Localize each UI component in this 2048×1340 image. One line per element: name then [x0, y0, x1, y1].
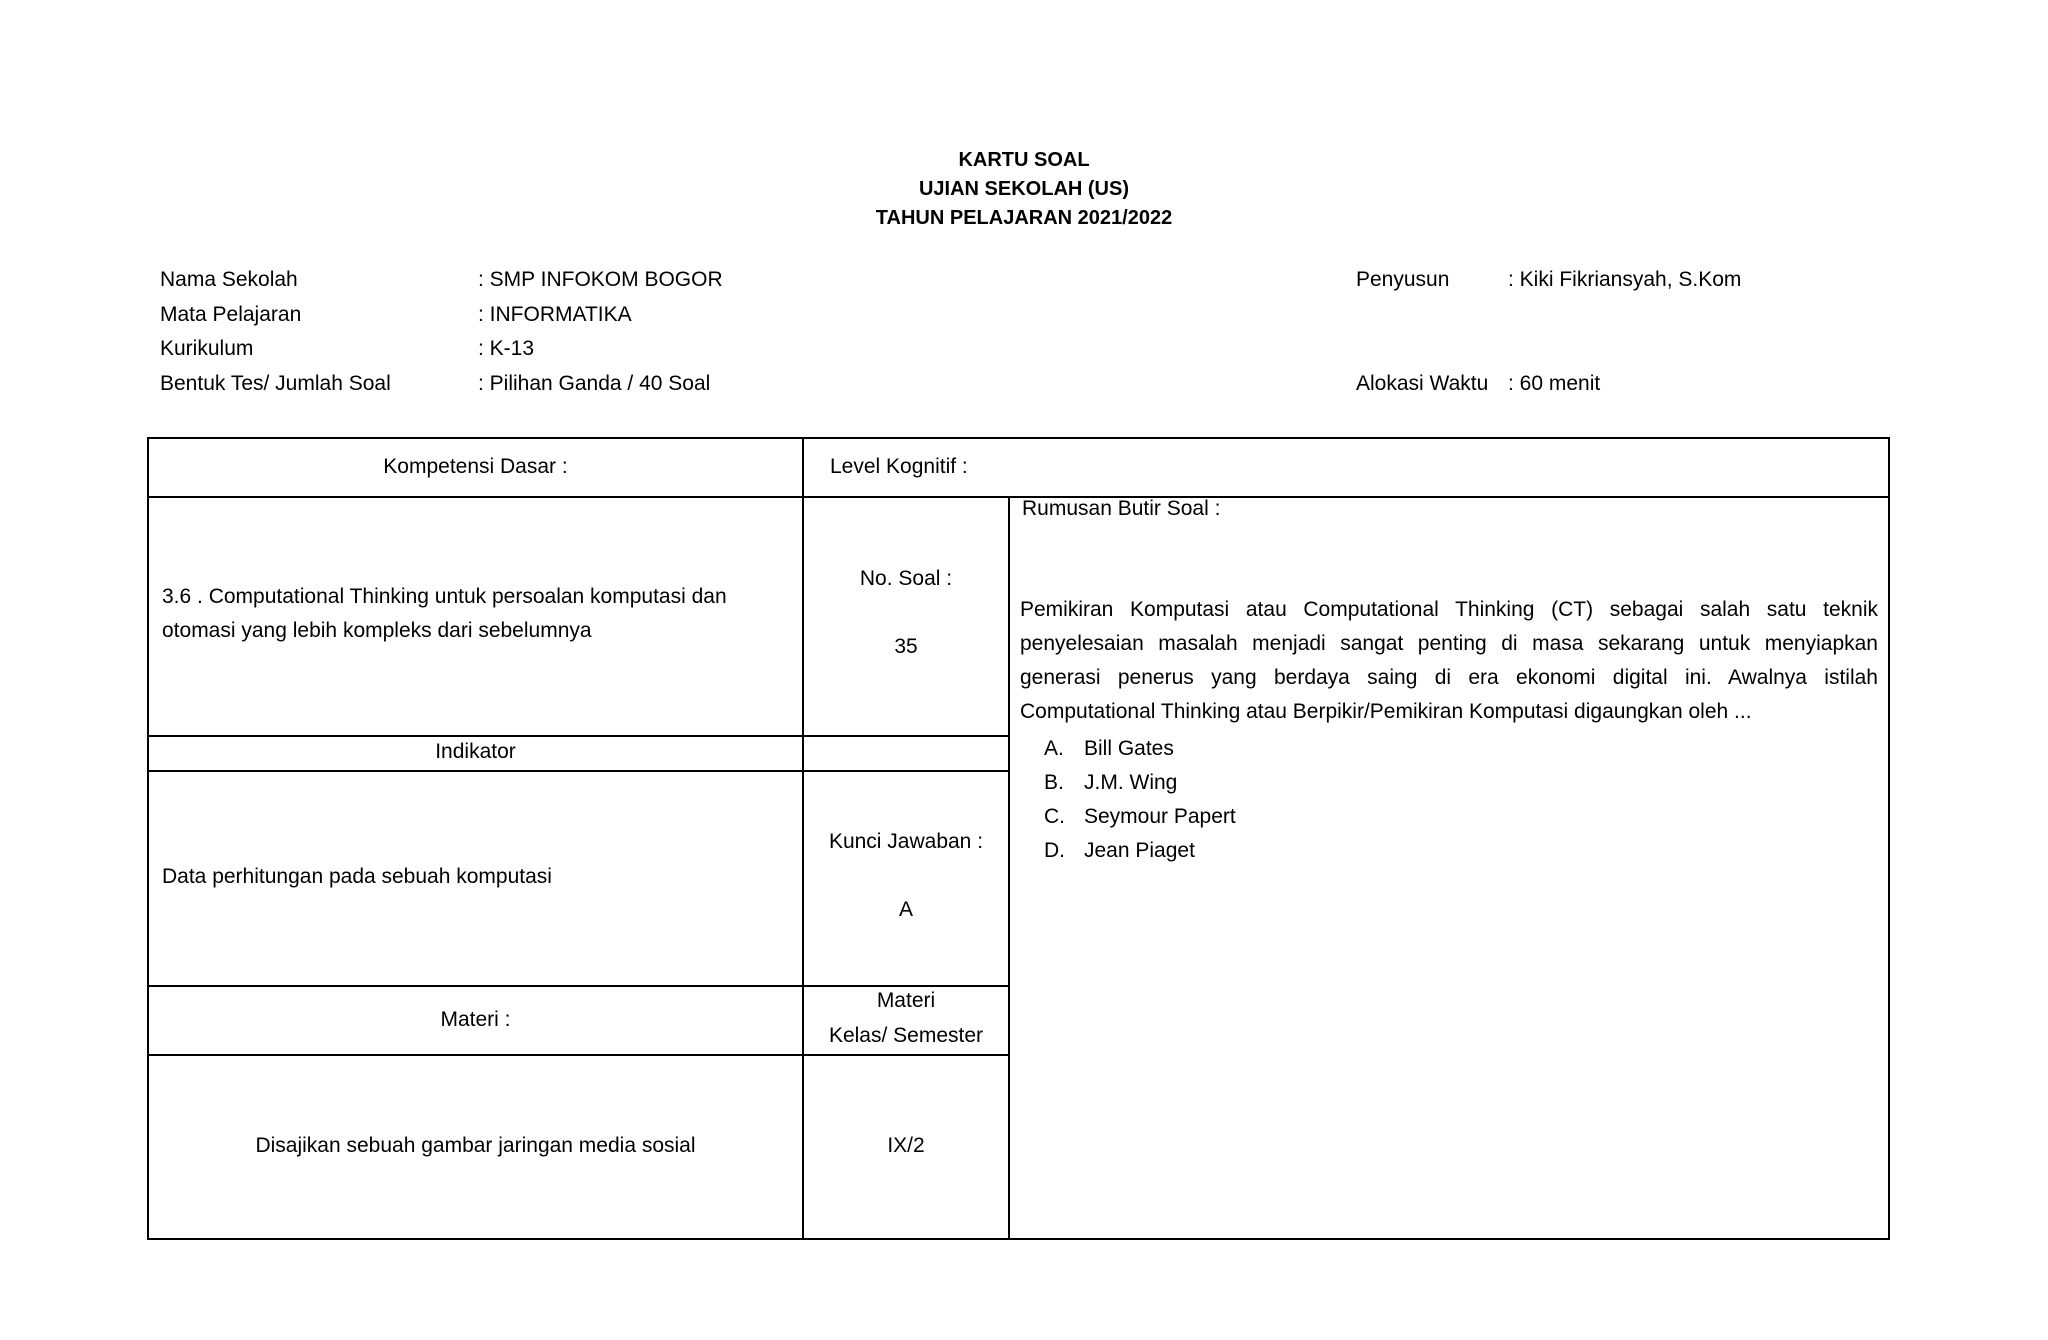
penyusun-label: Penyusun	[1356, 268, 1450, 291]
rumusan-label: Rumusan Butir Soal :	[1022, 497, 1221, 520]
answer-options	[1044, 732, 1236, 868]
kunci-jawaban-label: Kunci Jawaban :	[828, 830, 984, 853]
option-d-letter: D.	[1044, 839, 1065, 862]
materi-text: Disajikan sebuah gambar jaringan media sosial	[255, 1134, 696, 1157]
table-border-top	[147, 437, 1890, 439]
option-a	[1044, 732, 1236, 766]
level-kognitif-header: Level Kognitif :	[830, 455, 968, 478]
option-b-text: J.M. Wing	[1084, 771, 1178, 794]
question-text: Pemikiran Komputasi atau Computational Thinking (CT) sebagai salah satu teknik penyelesaian masalah menjadi sangat penting di masa sekarang untuk menyiapkan generasi penerus yang berdaya saing di era ekonomi digital ini. Awalnya istilah Computational Thinking atau Berpikir/Pemikiran Komputasi digaungkan oleh ...	[1020, 598, 1878, 723]
option-d	[1044, 834, 1236, 868]
table-border-right	[1888, 437, 1890, 1240]
mapel-label: Mata Pelajaran	[160, 303, 302, 326]
option-b-letter: B.	[1044, 771, 1064, 794]
indikator-text: Data perhitungan pada sebuah komputasi	[162, 865, 552, 888]
kunci-jawaban-value: A	[898, 898, 913, 921]
alokasi-label: Alokasi Waktu	[1356, 372, 1489, 395]
table-header-separator	[147, 496, 1890, 498]
table-col-separator-2	[1008, 497, 1010, 1240]
no-soal-label: No. Soal :	[859, 567, 953, 590]
kurikulum-value: : K-13	[478, 337, 535, 360]
alokasi-value: : 60 menit	[1508, 372, 1601, 395]
indikator-header: Indikator	[435, 740, 516, 763]
materi-header: Materi :	[440, 1008, 511, 1031]
penyusun-value: : Kiki Fikriansyah, S.Kom	[1508, 268, 1742, 291]
option-a-letter: A.	[1044, 737, 1064, 760]
bentuk-label: Bentuk Tes/ Jumlah Soal	[160, 372, 391, 395]
option-a-text: Bill Gates	[1084, 737, 1174, 760]
materi-kelas-label-2: Kelas/ Semester	[828, 1024, 984, 1047]
row-separator-materi	[147, 1054, 1009, 1056]
option-c-letter: C.	[1044, 805, 1065, 828]
kurikulum-label: Kurikulum	[160, 337, 254, 360]
nama-sekolah-label: Nama Sekolah	[160, 268, 298, 291]
kelas-semester-value: IX/2	[887, 1134, 925, 1157]
document-title	[0, 146, 2048, 233]
title-line-2: UJIAN SEKOLAH (US)	[918, 178, 1129, 200]
kd-header: Kompetensi Dasar :	[383, 455, 568, 478]
option-d-text: Jean Piaget	[1084, 839, 1195, 862]
row-separator-indikator	[147, 770, 1009, 772]
mapel-value: : INFORMATIKA	[478, 303, 632, 326]
title-line-1: KARTU SOAL	[958, 149, 1090, 171]
materi-kelas-label-1: Materi	[876, 989, 936, 1012]
option-b	[1044, 766, 1236, 800]
nama-sekolah-value: : SMP INFOKOM BOGOR	[478, 268, 723, 291]
table-border-bottom	[147, 1238, 1890, 1240]
kd-text: 3.6 . Computational Thinking untuk persoalan komputasi dan otomasi yang lebih kompleks dari sebelumnya	[162, 585, 727, 642]
option-c	[1044, 800, 1236, 834]
option-c-text: Seymour Papert	[1084, 805, 1236, 828]
title-line-3: TAHUN PELAJARAN 2021/2022	[875, 207, 1173, 229]
no-soal-value: 35	[894, 635, 918, 658]
table-border-left	[147, 437, 149, 1240]
bentuk-value: : Pilihan Ganda / 40 Soal	[478, 372, 711, 395]
